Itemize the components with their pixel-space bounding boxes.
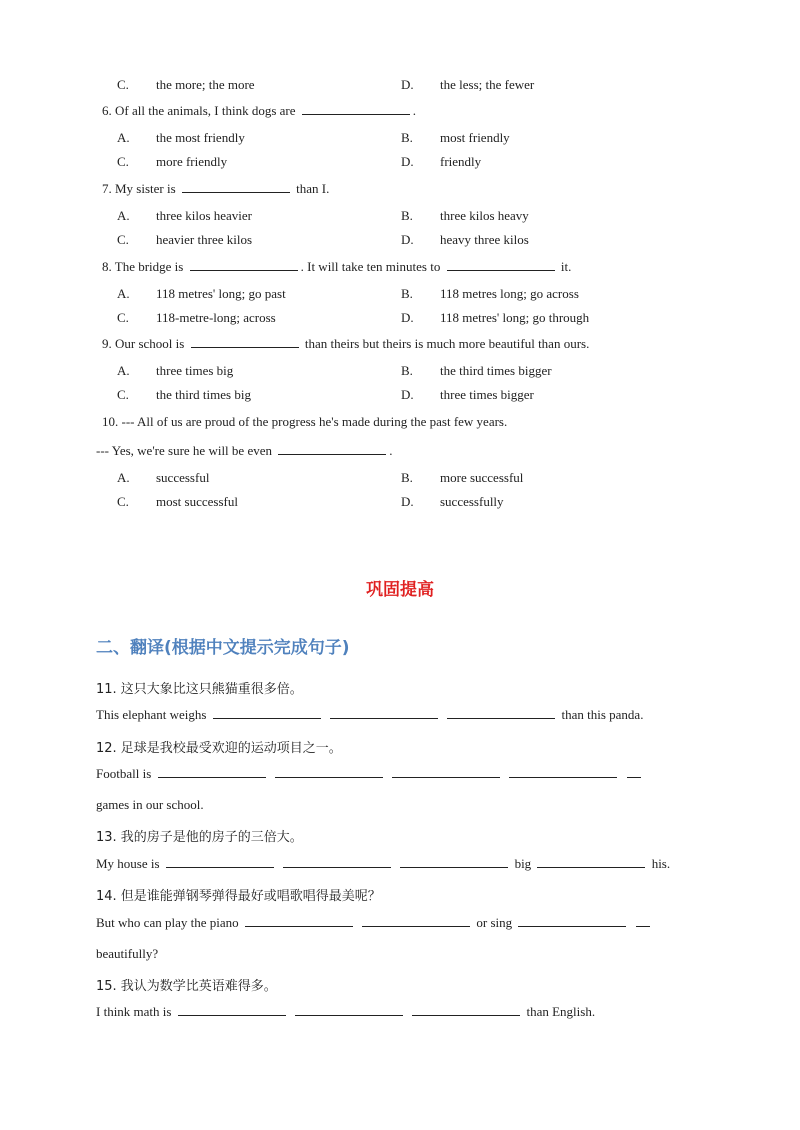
q7-option-a: three kilos heavier	[156, 208, 253, 223]
option-label: D.	[401, 387, 414, 402]
q12-chinese-prompt: 12. 足球是我校最受欢迎的运动项目之一。	[96, 741, 342, 756]
option-label: D.	[401, 232, 414, 247]
option-label: A.	[117, 286, 130, 301]
q13-sentence: My house is big his.	[96, 856, 671, 871]
q6-option-a: the most friendly	[156, 130, 245, 145]
q10-option-a: successful	[156, 470, 210, 485]
answer-blank[interactable]	[447, 259, 555, 271]
q8-option-b: 118 metres long; go across	[440, 286, 579, 301]
q9-option-d: three times bigger	[440, 387, 534, 402]
q6-option-d: friendly	[440, 154, 482, 169]
option-label: B.	[401, 286, 413, 301]
q14-chinese-prompt: 14. 但是谁能弹钢琴弹得最好或唱歌唱得最美呢？	[96, 889, 381, 904]
answer-blank[interactable]	[182, 181, 290, 193]
q13-chinese-prompt: 13. 我的房子是他的房子的三倍大。	[96, 830, 303, 845]
option-label: D.	[401, 494, 414, 509]
q7-option-d: heavy three kilos	[440, 232, 529, 247]
option-label: A.	[117, 363, 130, 378]
answer-blank[interactable]	[509, 766, 617, 778]
option-label: C.	[117, 232, 129, 247]
answer-blank[interactable]	[412, 1004, 520, 1016]
answer-blank[interactable]	[158, 766, 266, 778]
answer-blank[interactable]	[362, 915, 470, 927]
answer-blank[interactable]	[275, 766, 383, 778]
option-label: C.	[117, 154, 129, 169]
answer-blank[interactable]	[537, 856, 645, 868]
q10-option-c: most successful	[156, 494, 238, 509]
q9-option-a: three times big	[156, 363, 234, 378]
q11-chinese-prompt: 11. 这只大象比这只熊猫重很多倍。	[96, 682, 303, 697]
q5-option-d: the less; the fewer	[440, 77, 535, 92]
answer-blank[interactable]	[330, 707, 438, 719]
answer-blank[interactable]	[190, 259, 298, 271]
q12-sentence-cont: games in our school.	[96, 797, 204, 812]
section-title: 巩固提高	[366, 580, 434, 600]
answer-blank[interactable]	[302, 103, 410, 115]
q7-option-b: three kilos heavy	[440, 208, 529, 223]
q14-sentence-cont: beautifully?	[96, 946, 159, 961]
q14-sentence: But who can play the piano or sing	[96, 915, 653, 931]
q6-stem: 6. Of all the animals, I think dogs are .	[102, 103, 417, 118]
answer-blank[interactable]	[213, 707, 321, 719]
q6-option-b: most friendly	[440, 130, 510, 145]
answer-blank[interactable]	[178, 1004, 286, 1016]
answer-blank[interactable]	[245, 915, 353, 927]
q11-sentence: This elephant weighs than this panda.	[96, 707, 644, 722]
option-label: C.	[117, 387, 129, 402]
option-label: C.	[117, 494, 129, 509]
answer-blank[interactable]	[191, 336, 299, 348]
q8-option-a: 118 metres' long; go past	[156, 286, 286, 301]
q6-option-c: more friendly	[156, 154, 228, 169]
q10-stem-reply: --- Yes, we're sure he will be even .	[96, 443, 393, 458]
option-label: A.	[117, 208, 130, 223]
option-label: B.	[401, 470, 413, 485]
q5-option-c: the more; the more	[156, 77, 255, 92]
q15-sentence: I think math is than English.	[96, 1004, 596, 1019]
q10-stem: 10. --- All of us are proud of the progress he's made during the past few years.	[102, 414, 508, 429]
section-heading: 二、翻译(根据中文提示完成句子)	[96, 638, 350, 658]
answer-blank[interactable]	[518, 915, 626, 927]
answer-blank[interactable]	[166, 856, 274, 868]
option-label: C.	[117, 310, 129, 325]
option-label: B.	[401, 363, 413, 378]
q8-option-d: 118 metres' long; go through	[440, 310, 590, 325]
q9-option-c: the third times big	[156, 387, 251, 402]
option-label: A.	[117, 130, 130, 145]
option-label: D.	[401, 154, 414, 169]
answer-blank[interactable]	[627, 766, 641, 778]
q7-stem: 7. My sister is than I.	[102, 181, 330, 196]
answer-blank[interactable]	[278, 443, 386, 455]
q9-option-b: the third times bigger	[440, 363, 552, 378]
q10-option-b: more successful	[440, 470, 524, 485]
answer-blank[interactable]	[447, 707, 555, 719]
answer-blank[interactable]	[400, 856, 508, 868]
q7-option-c: heavier three kilos	[156, 232, 253, 247]
option-label: B.	[401, 130, 413, 145]
q9-stem: 9. Our school is than theirs but theirs is much more beautiful than ours.	[102, 336, 590, 351]
answer-blank[interactable]	[283, 856, 391, 868]
q12-sentence: Football is	[96, 766, 644, 782]
q8-stem: 8. The bridge is . It will take ten minutes to it.	[102, 259, 572, 274]
answer-blank[interactable]	[392, 766, 500, 778]
option-label: B.	[401, 208, 413, 223]
option-label: D.	[401, 77, 414, 92]
answer-blank[interactable]	[295, 1004, 403, 1016]
q8-option-c: 118-metre-long; across	[156, 310, 276, 325]
answer-blank[interactable]	[636, 915, 650, 927]
option-label: A.	[117, 470, 130, 485]
q15-chinese-prompt: 15. 我认为数学比英语难得多。	[96, 979, 277, 994]
q10-option-d: successfully	[440, 494, 504, 509]
option-label: D.	[401, 310, 414, 325]
option-label: C.	[117, 77, 129, 92]
